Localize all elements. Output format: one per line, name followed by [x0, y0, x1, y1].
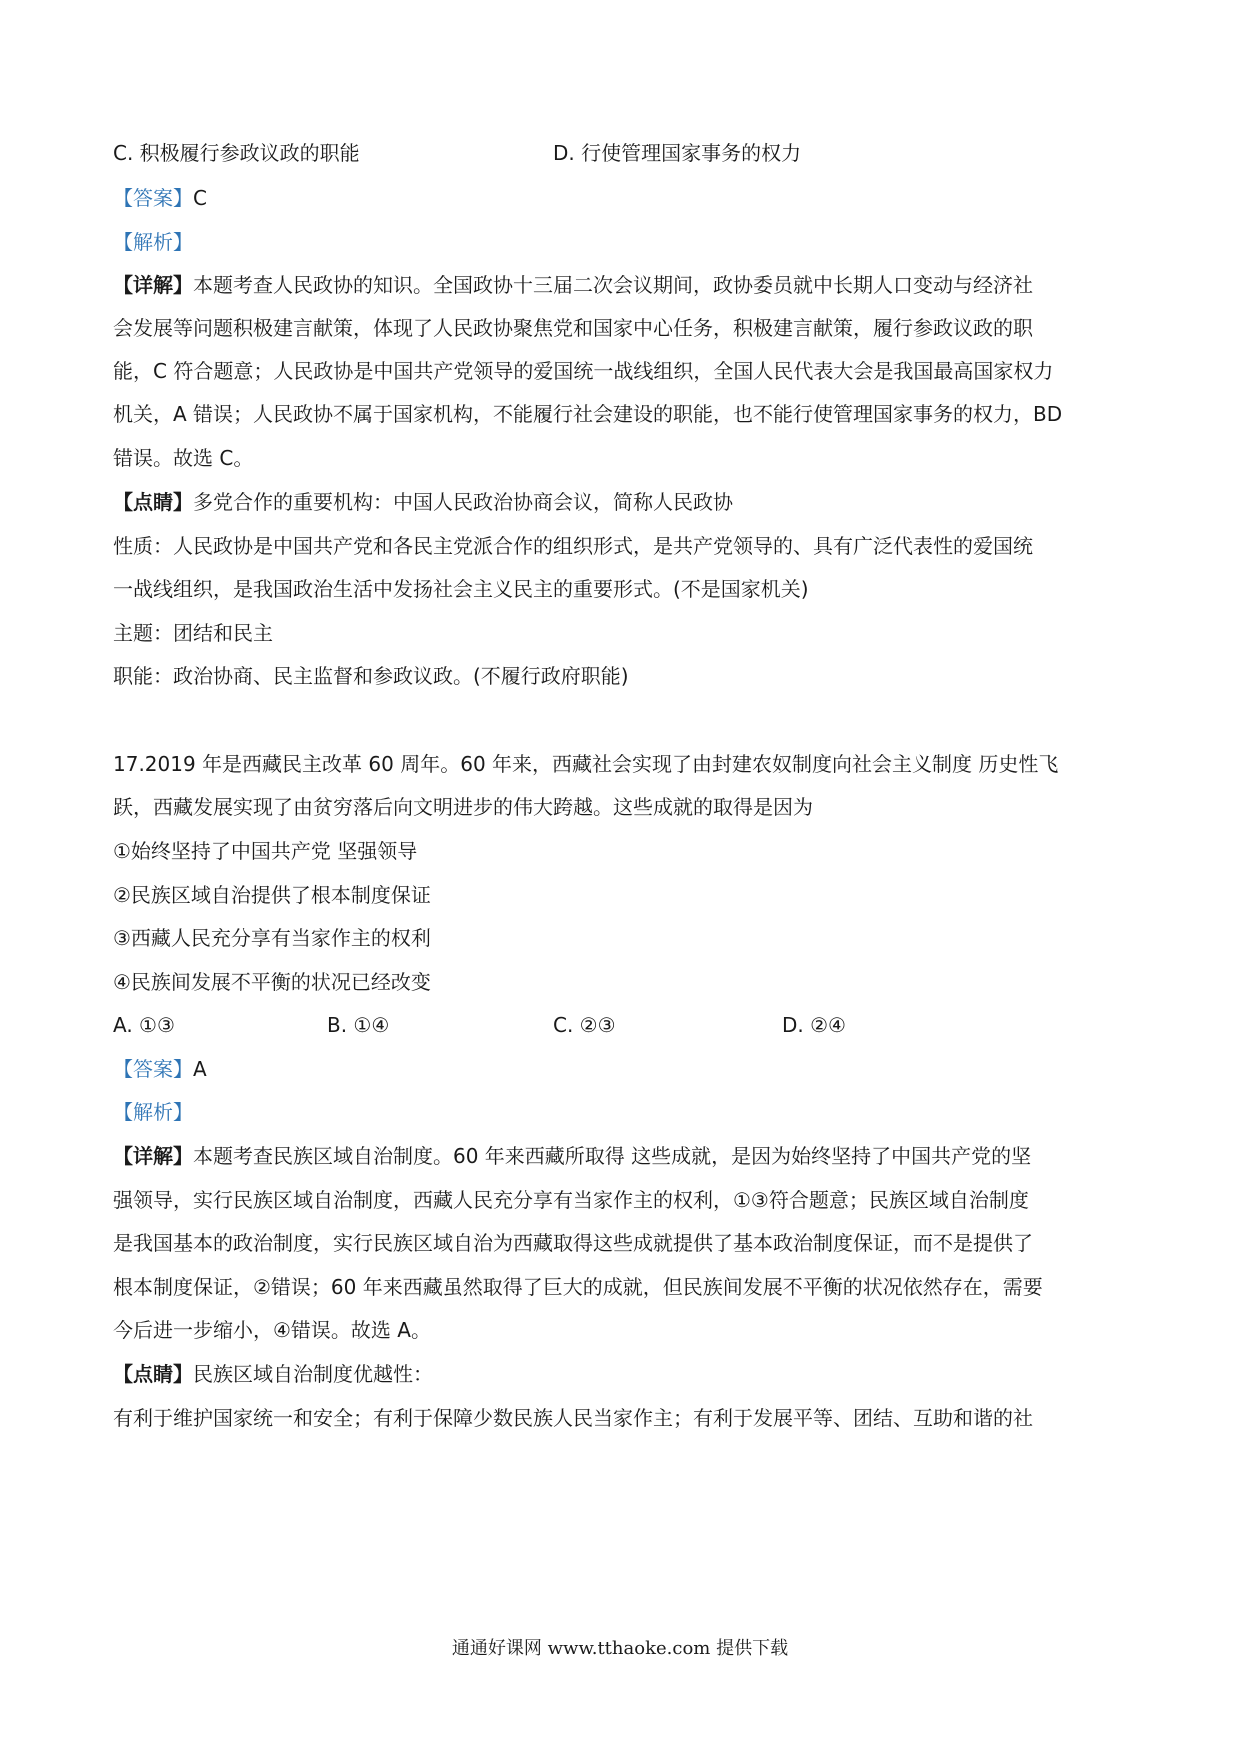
- q16-analysis: [113, 227, 1133, 257]
- detail-text: 本题考查人民政协的知识。全国政协十三届二次会议期间，政协委员就中长期人口变动与经济社: [193, 273, 1033, 297]
- q17-statement-2: ②民族区域自治提供了根本制度保证: [113, 883, 431, 907]
- q16-point-line-4: 主题：团结和民主: [113, 621, 273, 645]
- q17-detail-line-4: 根本制度保证，②错误；60 年来西藏虽然取得了巨大的成就，但民族间发展不平衡的状况依然存在，需要: [113, 1275, 1043, 1299]
- q16-point-line-5: 职能：政治协商、民主监督和参政议政。(不履行政府职能): [113, 664, 629, 688]
- q17-statement-1: ①始终坚持了中国共产党 坚强领导: [113, 839, 418, 863]
- q16-detail-line-3: 能，C 符合题意；人民政协是中国共产党领导的爱国统一战线组织，全国人民代表大会是我国最高国家权力: [113, 359, 1054, 383]
- q16-detail-line-4: 机关，A 错误；人民政协不属于国家机构，不能履行社会建设的职能，也不能行使管理国家事务的权力，BD: [113, 402, 1063, 426]
- answer-value: A: [193, 1057, 207, 1081]
- q16-answer: [113, 183, 1133, 213]
- q16-point-line-3: 一战线组织，是我国政治生活中发扬社会主义民主的重要形式。(不是国家机关): [113, 577, 809, 601]
- q17-stem-line-1: 17.2019 年是西藏民主改革 60 周年。60 年来，西藏社会实现了由封建农奴制度向社会主义制度 历史性飞: [113, 752, 1059, 776]
- q17-detail-line-5: 今后进一步缩小，④错误。故选 A。: [113, 1318, 431, 1342]
- q16-detail-line-2: 会发展等问题积极建言献策，体现了人民政协聚焦党和国家中心任务，积极建言献策，履行参政议政的职: [113, 316, 1033, 340]
- answer-tag: 【答案】: [113, 1057, 193, 1081]
- q17-detail-line-3: 是我国基本的政治制度，实行民族区域自治为西藏取得这些成就提供了基本政治制度保证，而不是提供了: [113, 1231, 1033, 1255]
- q17-option-a: A. ①③: [113, 1013, 175, 1037]
- q17-option-b: B. ①④: [327, 1013, 390, 1037]
- q17-detail-line-2: 强领导，实行民族区域自治制度，西藏人民充分享有当家作主的权利，①③符合题意；民族区域自治制度: [113, 1188, 1029, 1212]
- q17-stem-line-2: 跃，西藏发展实现了由贫穷落后向文明进步的伟大跨越。这些成就的取得是因为: [113, 795, 813, 819]
- q16-point-line-1: [113, 487, 1133, 517]
- point-tag: 【点睛】: [113, 490, 193, 514]
- page-footer: 通通好课网 www.tthaoke.com 提供下载: [451, 1638, 789, 1659]
- detail-tag: 【详解】: [113, 1144, 193, 1168]
- q17-option-d: D. ②④: [782, 1013, 846, 1037]
- analysis-tag: 【解析】: [113, 230, 193, 254]
- q17-analysis: [113, 1097, 1133, 1127]
- q16-option-d: D. 行使管理国家事务的权力: [553, 141, 802, 165]
- point-text: 多党合作的重要机构：中国人民政治协商会议，简称人民政协: [193, 490, 733, 514]
- q17-statement-4: ④民族间发展不平衡的状况已经改变: [113, 970, 431, 994]
- q17-point-line-1: [113, 1359, 1133, 1389]
- q17-statement-3: ③西藏人民充分享有当家作主的权利: [113, 926, 431, 950]
- q16-detail-line-5: 错误。故选 C。: [113, 446, 254, 470]
- q17-point-line-2: 有利于维护国家统一和安全；有利于保障少数民族人民当家作主；有利于发展平等、团结、互助和谐的社: [113, 1406, 1033, 1430]
- point-tag: 【点睛】: [113, 1362, 193, 1386]
- q17-option-c: C. ②③: [553, 1013, 616, 1037]
- q17-answer: [113, 1054, 1133, 1084]
- q16-point-line-2: 性质：人民政协是中国共产党和各民主党派合作的组织形式，是共产党领导的、具有广泛代表性的爱国统: [113, 534, 1033, 558]
- q17-detail-line-1: [113, 1141, 1133, 1171]
- detail-tag: 【详解】: [113, 273, 193, 297]
- answer-value: C: [193, 186, 207, 210]
- detail-text: 本题考查民族区域自治制度。60 年来西藏所取得 这些成就，是因为始终坚持了中国共产党的坚: [193, 1144, 1032, 1168]
- q16-option-c: C. 积极履行参政议政的职能: [113, 141, 360, 165]
- answer-tag: 【答案】: [113, 186, 193, 210]
- analysis-tag: 【解析】: [113, 1100, 193, 1124]
- q16-detail-line-1: [113, 270, 1133, 300]
- point-text: 民族区域自治制度优越性：: [193, 1362, 433, 1386]
